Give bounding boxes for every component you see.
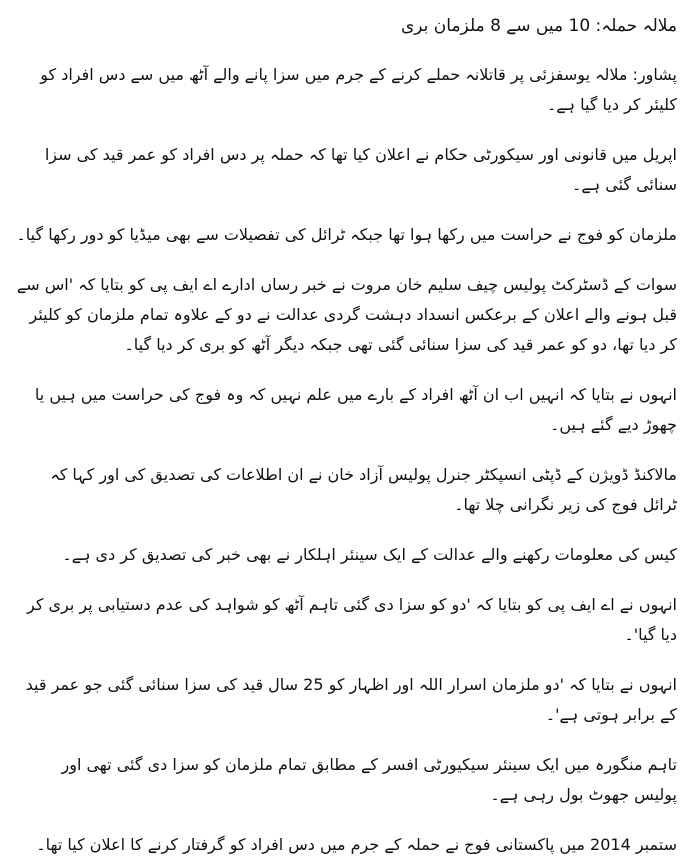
- paragraph-police-chief-statement: سوات کے ڈسٹرکٹ پولیس چیف سلیم خان مروت نے خبر رساں ادارے اے ایف پی کو بتایا کہ 'اس سے قبل ہونے والے اعلان کے برعکس انسداد دہشت گردی عدالت نے دو کے علاوہ تمام ملزمان کو کلیئر کر دیا تھا، دو کو عمر قید کی سزا سنائی گئی تھی جبکہ دیگر آٹھ کو بری کر دیا گیا۔: [16, 275, 677, 354]
- paragraph-court-official: کیس کی معلومات رکھنے والے عدالت کے ایک سینئر اہلکار نے بھی خبر کی تصدیق کر دی ہے۔: [62, 545, 677, 564]
- paragraph-dig-confirmation: مالاکنڈ ڈویژن کے ڈپٹی انسپکٹر جنرل پولیس آزاد خان نے ان اطلاعات کی تصدیق کی اور کہا کہ ٹرائل فوج کی زیر نگرانی چلا تھا۔: [50, 465, 677, 514]
- paragraph-army-custody: ملزمان کو فوج نے حراست میں رکھا ہوا تھا جبکہ ٹرائل کی تفصیلات سے بھی میڈیا کو دور رکھا گیا۔: [16, 225, 677, 244]
- paragraph-april-announcement: اپریل میں قانونی اور سیکورٹی حکام نے اعلان کیا تھا کہ حملہ پر دس افراد کو عمر قید کی سزا سنائی گئی ہے۔: [44, 145, 677, 194]
- paragraph-whereabouts-unknown: انہوں نے بتایا کہ انہیں اب ان آٹھ افراد کے بارے میں علم نہیں کہ وہ فوج کی حراست میں ہیں یا چھوڑ دیے گئے ہیں۔: [34, 385, 677, 434]
- article-title: ملالہ حملہ: 10 میں سے 8 ملزمان بری: [400, 16, 677, 36]
- paragraph-security-officer: تاہم منگورہ میں ایک سینئر سیکیورٹی افسر کے مطابق تمام ملزمان کو سزا دی گئی تھی اور پولیس جھوٹ بول رہی ہے۔: [61, 755, 677, 804]
- paragraph-afp-quote: انہوں نے اے ایف پی کو بتایا کہ 'دو کو سزا دی گئی تاہم آٹھ کو شواہد کی عدم دستیابی پر بری کر دیا گیا'۔: [27, 595, 677, 644]
- paragraph-sentence-details: انہوں نے بتایا کہ 'دو ملزمان اسرار اللہ اور اظہار کو 25 سال قید کی سزا سنائی گئی جو عمر قید کے برابر ہوتی ہے'۔: [25, 675, 677, 724]
- paragraph-september-arrests: ستمبر 2014 میں پاکستانی فوج نے حملہ کے جرم میں دس افراد کو گرفتار کرنے کا اعلان کیا تھا۔: [36, 835, 677, 854]
- paragraph-peshawar-intro: پشاور: ملالہ یوسفزئی پر قاتلانہ حملے کرنے کے جرم میں سزا پانے والے آٹھ میں سے دس افراد کو کلیئر کر دیا گیا ہے۔: [40, 65, 677, 114]
